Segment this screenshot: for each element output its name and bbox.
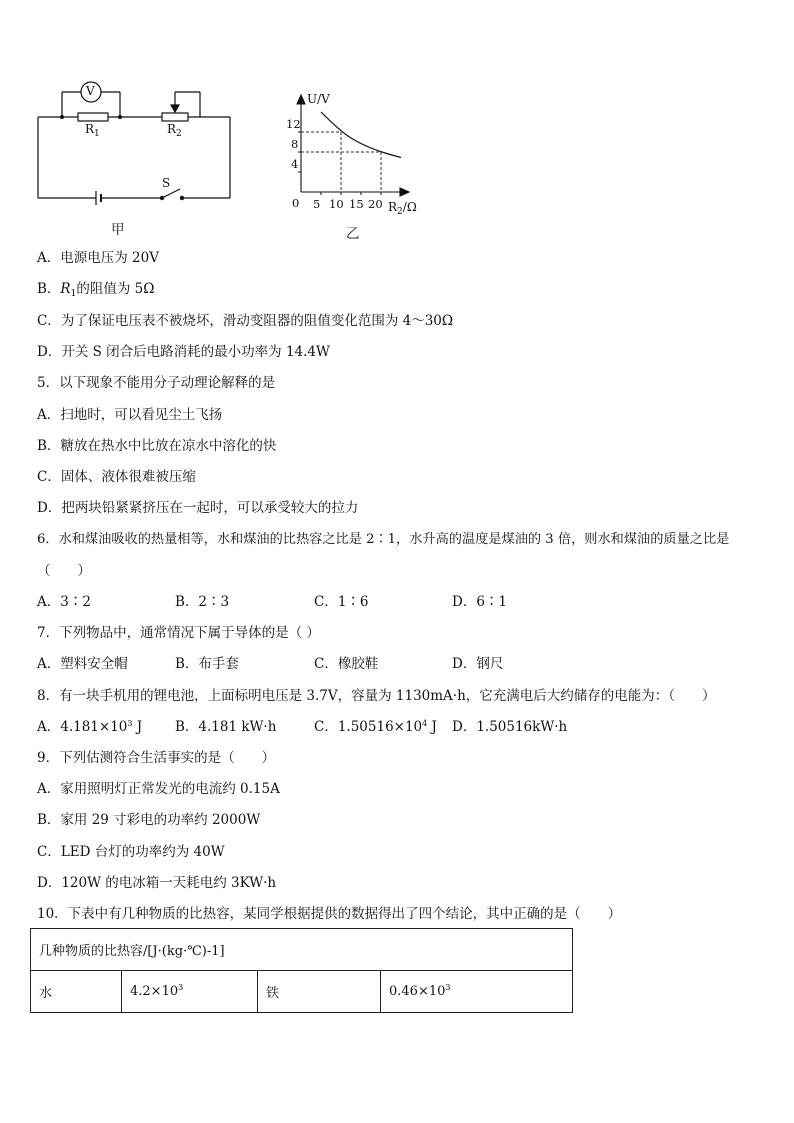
r2-label <box>167 122 182 139</box>
x-tick-5: 5 <box>313 197 321 211</box>
q4-option-a: A．电源电压为 20V <box>37 250 159 266</box>
q8-option-a-base: A．4.181×10 <box>37 719 128 735</box>
q8-stem: 8．有一块手机用的锂电池，上面标明电压是 3.7V，容量为 1130mA·h，它充满电后大约储存的电能为：（ ） <box>37 688 716 704</box>
q9-option-d: D．120W 的电冰箱一天耗电约 3KW·h <box>37 875 277 891</box>
table-cell-value <box>381 971 573 1013</box>
q8-option-c <box>314 718 437 736</box>
q4-option-b-sub: 1 <box>70 289 77 299</box>
q9-option-c: C．LED 台灯的功率约为 40W <box>37 844 225 860</box>
y-axis-label: U/V <box>307 92 330 106</box>
q8-option-c-exp: 4 <box>422 719 428 728</box>
u-r2-curve <box>321 112 401 158</box>
table-cell-value-exp: 3 <box>178 983 184 992</box>
figure-b-caption: 乙 <box>346 226 360 242</box>
q8-option-d: D．1.50516kW·h <box>452 719 568 735</box>
figure-a-caption: 甲 <box>111 222 125 238</box>
q10-stem: 10．下表中有几种物质的比热容，某同学根据提供的数据得出了四个结论，其中正确的是（ ） <box>37 906 622 922</box>
table-row <box>31 971 573 1013</box>
y-tick-12: 12 <box>286 117 301 131</box>
r1-letter: R <box>85 122 95 136</box>
q4-option-d: D．开关 S 闭合后电路消耗的最小功率为 14.4W <box>37 344 330 360</box>
q6-option-b: B．2∶3 <box>175 594 230 610</box>
q6-option-c: C．1∶6 <box>314 594 369 610</box>
y-tick-4: 4 <box>291 157 299 171</box>
table-cell-substance: 铁 <box>258 971 381 1013</box>
q4-option-b <box>37 280 154 298</box>
table-header-row <box>31 929 573 971</box>
q9-stem: 9．下列估测符合生活事实的是（ ） <box>37 750 276 766</box>
x-axis-label <box>388 200 417 217</box>
table-cell-value <box>122 971 258 1013</box>
x-tick-20: 20 <box>368 197 383 211</box>
y-tick-8: 8 <box>291 137 299 151</box>
q7-option-d: D．钢尺 <box>452 656 504 672</box>
q7-option-c: C．橡胶鞋 <box>314 656 379 672</box>
origin-label: 0 <box>292 196 300 210</box>
specific-heat-table <box>30 928 573 1013</box>
q5-option-a: A．扫地时，可以看见尘土飞扬 <box>37 407 223 423</box>
x-axis-arrow <box>400 188 409 196</box>
q4-option-c: C．为了保证电压表不被烧坏，滑动变阻器的阻值变化范围为 4～30Ω <box>37 313 454 329</box>
q7-stem: 7．下列物品中，通常情况下属于导体的是（ ） <box>37 625 320 641</box>
x-axis-label-unit: /Ω <box>402 200 417 214</box>
q8-option-c-base: C．1.50516×10 <box>314 719 423 735</box>
r2-subscript: 2 <box>176 129 182 139</box>
x-axis-label-main: R <box>388 200 398 214</box>
q7-option-a: A．塑料安全帽 <box>37 656 128 672</box>
table-header-cell: 几种物质的比热容/[J·(kg·℃)-1] <box>31 929 573 971</box>
switch-label: S <box>162 176 171 190</box>
q5-option-d: D．把两块铅紧紧挤压在一起时，可以承受较大的拉力 <box>37 500 359 516</box>
table-cell-value-base: 0.46×10 <box>389 984 446 999</box>
q8-option-a-exp: 3 <box>127 719 133 728</box>
q5-option-c: C．固体、液体很难被压缩 <box>37 469 196 485</box>
q4-option-b-prefix: B． <box>37 281 61 297</box>
q5-stem: 5．以下现象不能用分子动理论解释的是 <box>37 375 276 391</box>
q9-option-a: A．家用照明灯正常发光的电流约 0.15A <box>37 781 280 797</box>
q6-option-d: D．6∶1 <box>452 594 508 610</box>
q5-option-b: B．糖放在热水中比放在凉水中溶化的快 <box>37 438 277 454</box>
q7-option-b: B．布手套 <box>175 656 239 672</box>
q6-option-a: A．3∶2 <box>37 594 91 610</box>
q8-option-a <box>37 718 142 736</box>
q6-stem: 6．水和煤油吸收的热量相等，水和煤油的比热容之比是 2∶1，水升高的温度是煤油的 3 倍，则水和煤油的质量之比是 <box>37 532 730 547</box>
q8-option-b: B．4.181 kW·h <box>175 719 277 735</box>
table-cell-value-exp: 3 <box>445 983 451 992</box>
x-tick-10: 10 <box>329 197 344 211</box>
q4-option-b-var: R <box>60 281 71 297</box>
q6-stem-paren: （ ） <box>37 563 91 579</box>
q9-option-b: B．家用 29 寸彩电的功率约 2000W <box>37 812 261 828</box>
q8-option-c-unit: J <box>427 719 437 735</box>
x-axis-label-sub: 2 <box>397 207 403 217</box>
table-cell-substance: 水 <box>31 971 122 1013</box>
circuit-diagram <box>30 75 240 235</box>
q8-option-a-unit: J <box>132 719 143 735</box>
y-axis-arrow <box>297 95 305 104</box>
table-cell-value-base: 4.2×10 <box>130 984 179 999</box>
x-tick-15: 15 <box>349 197 364 211</box>
r2-letter: R <box>167 122 177 136</box>
voltmeter-label: V <box>86 84 95 98</box>
r1-subscript: 1 <box>94 129 100 139</box>
q4-option-b-text: 的阻值为 5Ω <box>76 281 155 297</box>
r1-label <box>85 122 100 139</box>
